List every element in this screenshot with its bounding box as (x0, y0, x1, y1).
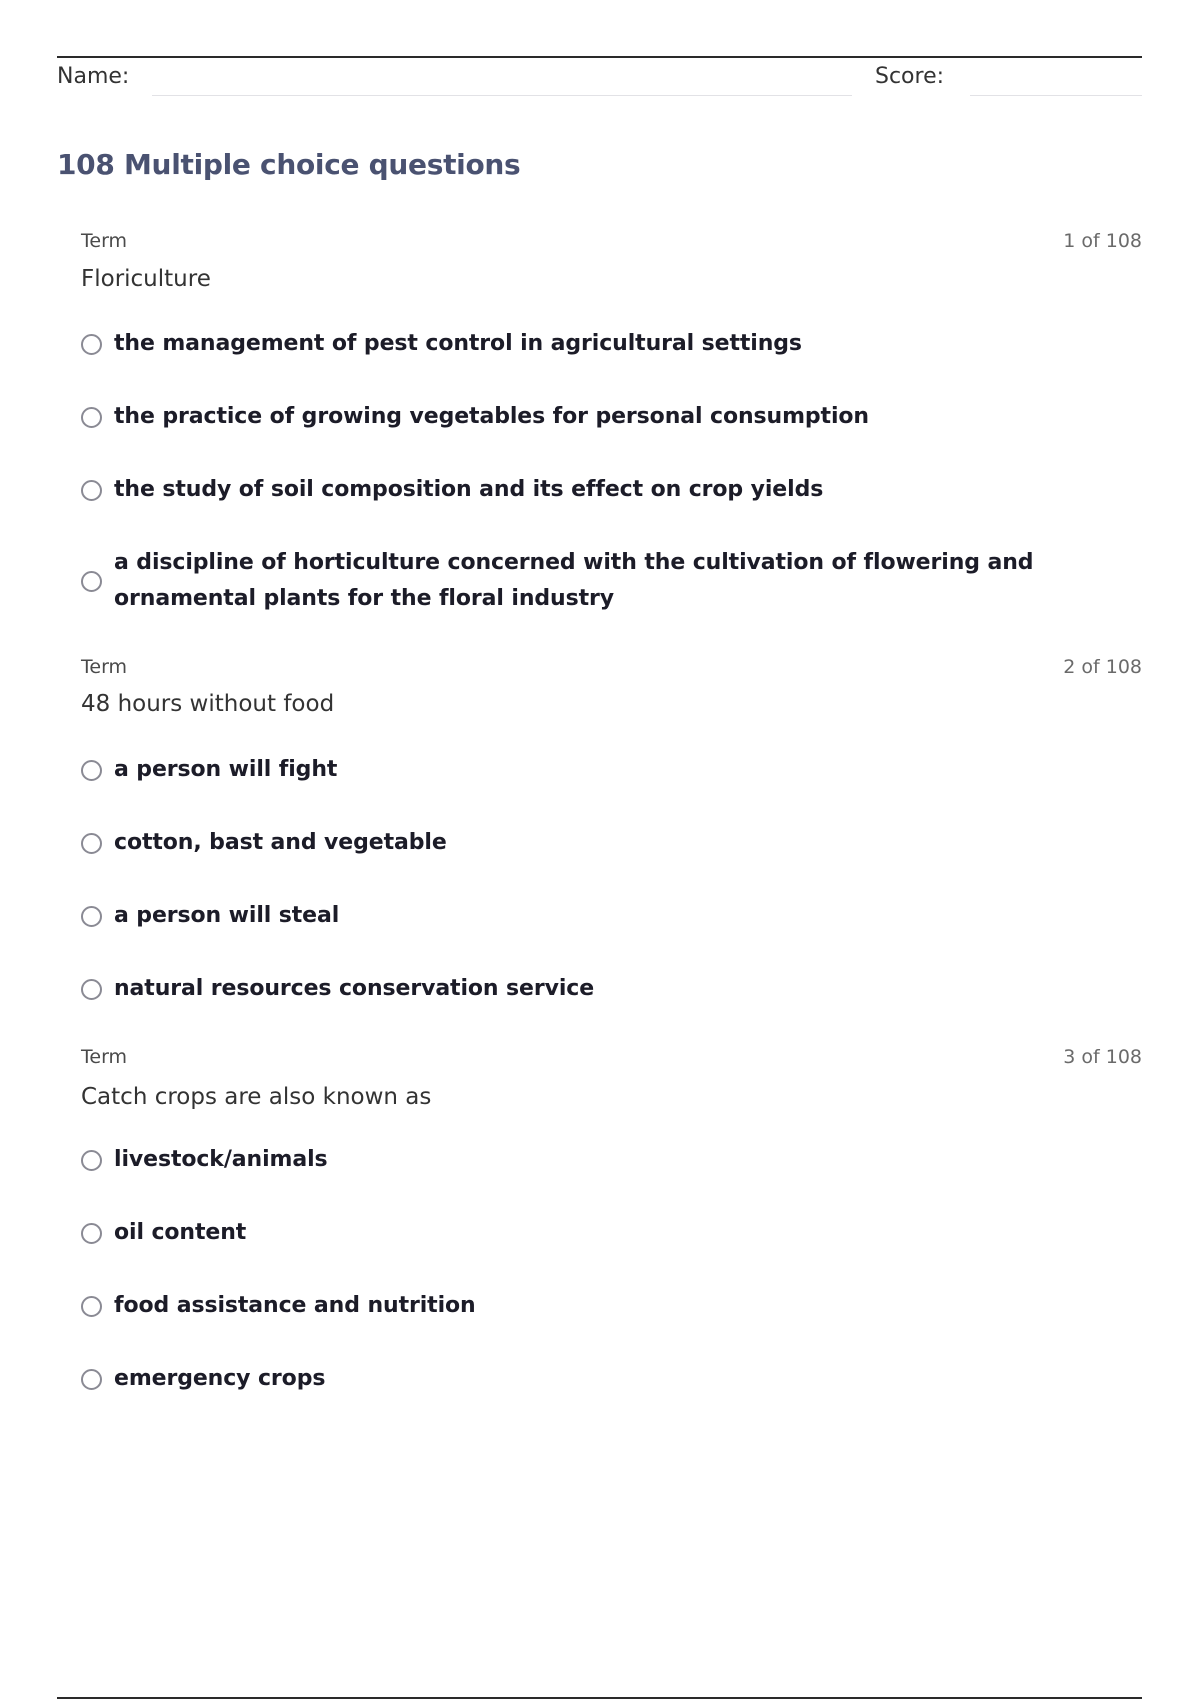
option-label: a person will steal (114, 903, 340, 928)
question-counter: 1 of 108 (1063, 230, 1142, 252)
radio-button-icon[interactable] (81, 1369, 102, 1390)
answer-option[interactable] (81, 545, 1121, 617)
option-label: a discipline of horticulture concerned with the cultivation of flowering and ornamental plants for the floral industry (114, 550, 1034, 611)
option-label: oil content (114, 1220, 247, 1245)
score-label: Score: (875, 64, 945, 89)
page-title: 108 Multiple choice questions (57, 148, 521, 181)
option-label: natural resources conservation service (114, 976, 595, 1001)
radio-button-icon[interactable] (81, 571, 102, 592)
bottom-rule (57, 1697, 1142, 1699)
question-counter: 3 of 108 (1063, 1046, 1142, 1068)
option-label: the management of pest control in agricultural settings (114, 331, 802, 356)
term-label: Term (81, 1046, 128, 1068)
option-label: emergency crops (114, 1366, 326, 1391)
question-card (81, 230, 1142, 611)
radio-button-icon[interactable] (81, 906, 102, 927)
name-input-line[interactable] (152, 95, 852, 96)
answer-option[interactable] (81, 971, 1121, 1007)
term-label: Term (81, 230, 128, 252)
answer-option[interactable] (81, 326, 1121, 362)
question-prompt: 48 hours without food (81, 691, 335, 717)
radio-button-icon[interactable] (81, 1150, 102, 1171)
radio-button-icon[interactable] (81, 1296, 102, 1317)
answer-option[interactable] (81, 1361, 1121, 1397)
option-label: the practice of growing vegetables for personal consumption (114, 404, 869, 429)
option-label: a person will fight (114, 757, 338, 782)
option-label: food assistance and nutrition (114, 1293, 476, 1318)
answer-option[interactable] (81, 1215, 1121, 1251)
score-input-line[interactable] (970, 95, 1142, 96)
question-card (81, 656, 1142, 1001)
answer-option[interactable] (81, 898, 1121, 934)
radio-button-icon[interactable] (81, 979, 102, 1000)
answer-option[interactable] (81, 1142, 1121, 1178)
answer-option[interactable] (81, 1288, 1121, 1324)
option-label: cotton, bast and vegetable (114, 830, 447, 855)
answer-option[interactable] (81, 825, 1121, 861)
question-counter: 2 of 108 (1063, 656, 1142, 678)
radio-button-icon[interactable] (81, 407, 102, 428)
radio-button-icon[interactable] (81, 480, 102, 501)
radio-button-icon[interactable] (81, 1223, 102, 1244)
radio-button-icon[interactable] (81, 760, 102, 781)
radio-button-icon[interactable] (81, 833, 102, 854)
option-label: livestock/animals (114, 1147, 328, 1172)
question-card (81, 1046, 1142, 1391)
question-prompt: Catch crops are also known as (81, 1084, 432, 1110)
radio-button-icon[interactable] (81, 334, 102, 355)
answer-option[interactable] (81, 472, 1121, 508)
answer-option[interactable] (81, 399, 1121, 435)
answer-option[interactable] (81, 752, 1121, 788)
name-label: Name: (57, 64, 130, 89)
term-label: Term (81, 656, 128, 678)
worksheet-header (57, 58, 1142, 98)
question-prompt: Floriculture (81, 266, 211, 292)
option-label: the study of soil composition and its effect on crop yields (114, 477, 824, 502)
